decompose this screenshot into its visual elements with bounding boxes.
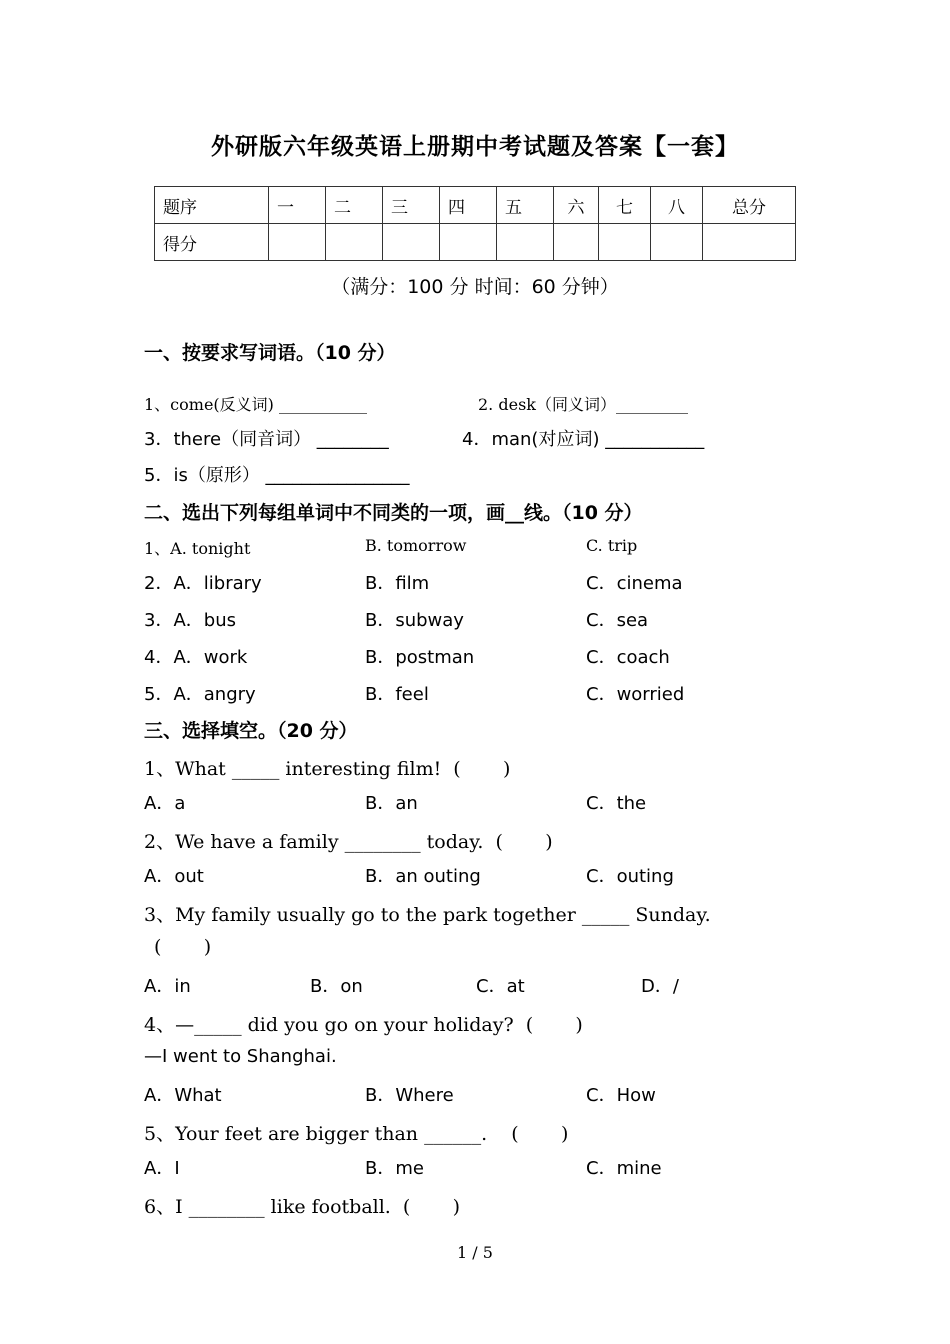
option-a: 2．A．library [144,573,262,594]
option-a: 4．A．work [144,647,248,668]
option-c: C．the [586,793,647,814]
section-heading: 三、选择填空。（20 分） [144,720,358,742]
question-line: 6、I ________ like football. ( ) [144,1196,461,1218]
option-a: 5．A．angry [144,684,256,705]
exam-info: （满分：100 分 时间：60 分钟） [331,276,619,298]
score-cell[interactable] [554,224,599,261]
answer-parentheses: ( ) [154,936,212,958]
score-table-score-row [155,224,796,261]
score-table-header-cell: 七 [599,187,651,224]
option-a: A．What [144,1085,222,1106]
question-line: 2、We have a family ________ today. ( ) [144,831,553,853]
score-row-label: 得分 [155,224,269,261]
option-d: D．/ [641,976,679,997]
score-cell[interactable] [651,224,703,261]
score-cell[interactable] [497,224,554,261]
option-b: B. tomorrow [365,536,467,555]
page-number: 1 / 5 [457,1243,493,1262]
score-table-header-row [155,187,796,224]
option-c: C．coach [586,647,670,668]
option-c: C．at [476,976,525,997]
option-c: C．mine [586,1158,662,1179]
score-table-header-cell: 五 [497,187,554,224]
option-a: A．in [144,976,191,997]
question-line: 3．there（同音词） ________ [144,429,389,450]
score-cell[interactable] [383,224,440,261]
question-line: 2. desk（同义词）_________ [478,395,688,414]
option-b: B．me [365,1158,424,1179]
section-heading: 一、按要求写词语。（10 分） [144,342,396,364]
section-heading: 二、选出下列每组单词中不同类的一项，画__线。（10 分） [144,502,643,524]
score-cell[interactable] [703,224,796,261]
option-a: A．a [144,793,186,814]
answer-line: —I went to Shanghai. [144,1046,337,1067]
question-line: 3、My family usually go to the park together _____ Sunday. [144,904,711,926]
score-table-header-cell: 三 [383,187,440,224]
option-b: B．feel [365,684,429,705]
score-table [154,186,796,261]
score-cell[interactable] [440,224,497,261]
question-line: 5．is（原形） ________________ [144,465,410,486]
option-b: B．film [365,573,430,594]
question-line: 1、come(反义词) ___________ [144,395,367,414]
question-line: 4、—_____ did you go on your holiday? ( ) [144,1014,583,1036]
score-table-header-cell: 六 [554,187,599,224]
option-a: A．out [144,866,204,887]
option-c: C．worried [586,684,685,705]
score-cell[interactable] [326,224,383,261]
option-b: B．subway [365,610,464,631]
score-table-header-cell: 总分 [703,187,796,224]
question-line: 4．man(对应词) ___________ [462,429,705,450]
score-table-header-cell: 四 [440,187,497,224]
option-a: 3．A．bus [144,610,236,631]
score-cell[interactable] [599,224,651,261]
option-a: 1、A. tonight [144,539,251,558]
option-c: C. trip [586,536,638,555]
option-c: C．outing [586,866,674,887]
score-table-header-cell: 一 [269,187,326,224]
score-table-header-cell: 二 [326,187,383,224]
score-table-header-cell: 题序 [155,187,269,224]
page-title: 外研版六年级英语上册期中考试题及答案【一套】 [211,134,739,160]
option-c: C．sea [586,610,649,631]
question-line: 1、What _____ interesting film! ( ) [144,758,511,780]
option-c: C．How [586,1085,656,1106]
option-b: B．postman [365,647,475,668]
score-cell[interactable] [269,224,326,261]
option-b: B．an outing [365,866,481,887]
question-line: 5、Your feet are bigger than ______. ( ) [144,1123,569,1145]
option-b: B．Where [365,1085,454,1106]
option-a: A．I [144,1158,180,1179]
score-table-header-cell: 八 [651,187,703,224]
option-c: C．cinema [586,573,683,594]
option-b: B．on [310,976,363,997]
option-b: B．an [365,793,418,814]
